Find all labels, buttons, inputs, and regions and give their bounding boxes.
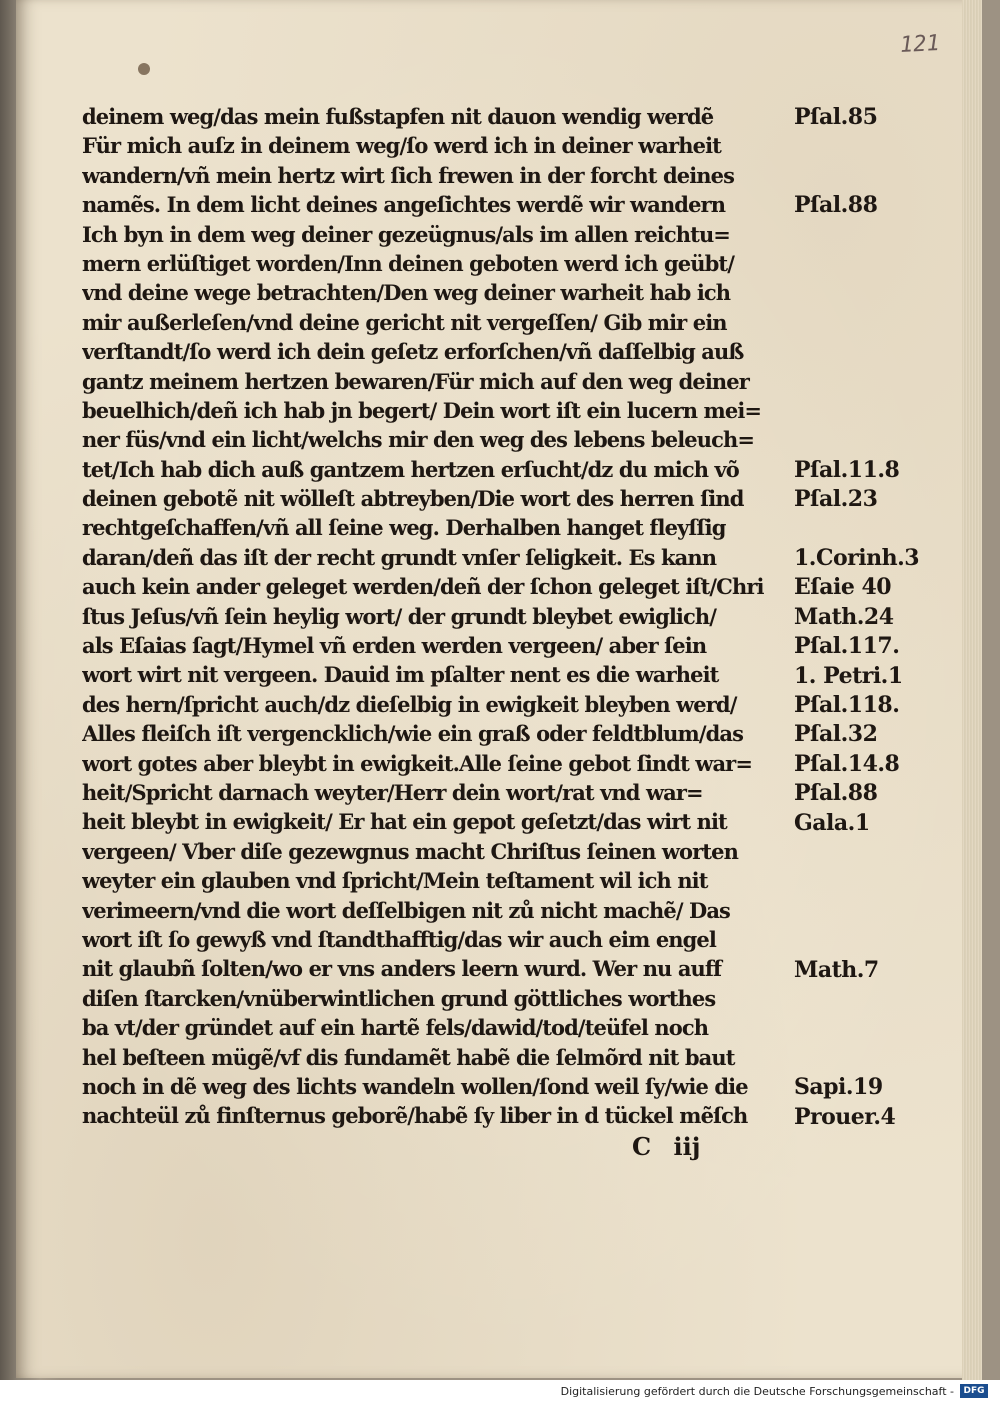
marginal-note: Pſal.11.8: [794, 456, 900, 483]
text-line: ba vt/der gründet auf ein hartẽ fels/dawid/tod/teüfel noch: [82, 1015, 709, 1041]
funding-credit: Digitalisierung gefördert durch die Deutsche Forschungsgemeinschaft -: [560, 1385, 954, 1398]
signature-mark: C iij: [632, 1132, 701, 1161]
text-line: wort gotes aber bleybt in ewigkeit.Alle ſeine gebot ſindt war=: [82, 750, 753, 776]
text-line: wandern/vñ mein hertz wirt ſich frewen in der forcht deines: [82, 162, 735, 188]
text-line: ner füs/vnd ein licht/welchs mir den weg des lebens beleuch=: [82, 427, 755, 453]
marginal-note: Math.7: [794, 956, 879, 983]
book-page: [16, 0, 982, 1378]
text-line: verſtandt/ſo werd ich dein geſetz erforſchen/vñ daſſelbig auß: [82, 339, 744, 365]
marginal-note: Gala.1: [794, 809, 870, 836]
text-line: gantz meinem hertzen bewaren/Für mich auf den weg deiner: [82, 368, 749, 394]
text-line: noch in dẽ weg des lichts wandeln wollen/ſond weil ſy/wie die: [82, 1073, 748, 1099]
text-line: vnd deine wege betrachten/Den weg deiner warheit hab ich: [82, 280, 731, 306]
marginal-note: Prouer.4: [794, 1103, 896, 1130]
text-line: deinen gebotẽ nit wölleſt abtreyben/Die wort des herren ſind: [82, 486, 744, 512]
text-line: Für mich auſz in deinem weg/ſo werd ich in deiner warheit: [82, 133, 721, 159]
text-line: wort iſt ſo gewyß vnd ſtandthafftig/das wir auch eim engel: [82, 926, 716, 952]
text-line: weyter ein glauben vnd ſpricht/Mein teſtament wil ich nit: [82, 868, 708, 894]
text-line: vergeen/ Vber diſe gezewgnus macht Chriſtus ſeinen worten: [82, 838, 738, 864]
text-line: ſtus Jeſus/vñ ſein heylig wort/ der grundt bleybet ewiglich/: [82, 603, 717, 629]
marginal-note: Pſal.23: [794, 486, 878, 513]
text-line: tet/Ich hab dich auß gantzem hertzen erſucht/dz du mich võ: [82, 456, 739, 482]
text-line: rechtgeſchaffen/vñ all ſeine weg. Derhalben hanget fleyſſig: [82, 515, 726, 541]
text-line: als Eſaias ſagt/Hymel vñ erden werden vergeen/ aber ſein: [82, 633, 707, 659]
text-line: beuelhich/deñ ich hab jn begert/ Dein wort iſt ein lucern mei=: [82, 397, 762, 423]
marginal-note: 1. Petri.1: [794, 662, 903, 689]
folio-number: 121: [899, 30, 941, 59]
text-line: auch kein ander geleget werden/deñ der ſchon geleget iſt/Chri: [82, 574, 764, 600]
ink-spot: [138, 63, 150, 75]
marginal-note: Math.24: [794, 603, 894, 630]
marginal-note: Pſal.88: [794, 192, 878, 219]
marginal-note: Sapi.19: [794, 1074, 883, 1101]
text-line: mir außerleſen/vnd deine gericht nit vergeſſen/ Gib mir ein: [82, 309, 727, 335]
page-edge: [962, 0, 982, 1380]
text-line: des hern/ſpricht auch/dz dieſelbig in ewigkeit bleyben werd/: [82, 691, 737, 717]
marginal-note: Pſal.14.8: [794, 750, 900, 777]
dfg-logo: DFG: [960, 1384, 988, 1398]
text-line: nit glaubñ ſolten/wo er vns anders leern wurd. Wer nu auff: [82, 956, 722, 982]
text-line: hel beſteen mügẽ/vf dis fundamẽt habẽ die ſelmõrd nit baut: [82, 1044, 735, 1070]
text-line: nachteül zů finſternus geborẽ/habẽ ſy liber in d tückel mẽſch: [82, 1103, 748, 1129]
marginal-note: Pſal.118.: [794, 692, 900, 718]
text-line: mern erlüſtiget worden/Inn deinen geboten werd ich geübt/: [82, 250, 734, 276]
text-line: heit bleybt in ewigkeit/ Er hat ein gepot geſetzt/das wirt nit: [82, 809, 727, 835]
marginal-note: 1.Corinh.3: [794, 545, 920, 571]
marginal-note: Pſal.32: [794, 721, 878, 748]
text-line: verimeern/vnd die wort deſſelbigen nit zů nicht machẽ/ Das: [82, 897, 730, 923]
digitization-footer: [0, 1380, 1000, 1404]
marginal-note: Pſal.117.: [794, 633, 900, 660]
text-line: Ich byn in dem weg deiner gezeügnus/als im allen reichtu=: [82, 221, 731, 247]
text-line: diſen ſtarcken/vnüberwintlichen grund göttliches worthes: [82, 985, 716, 1011]
text-line: heit/Spricht darnach weyter/Herr dein wort/rat vnd war=: [82, 779, 703, 805]
text-line: deinem weg/das mein fußstapfen nit dauon wendig werdẽ: [82, 104, 714, 129]
main-text-block: [82, 102, 790, 1131]
text-line: wort wirt nit vergeen. Dauid im pſalter nent es die warheit: [82, 662, 719, 688]
text-line: Alles fleiſch iſt vergencklich/wie ein graß oder feldtblum/das: [82, 721, 744, 747]
text-line: namẽs. In dem licht deines angeſichtes werdẽ wir wandern: [82, 192, 726, 218]
marginal-note: Pſal.88: [794, 780, 878, 807]
marginal-note: Eſaie 40: [794, 574, 892, 601]
marginal-note: Pſal.85: [794, 104, 878, 130]
text-line: daran/deñ das iſt der recht grundt vnſer ſeligkeit. Es kann: [82, 544, 717, 570]
marginal-references: [794, 102, 944, 1142]
